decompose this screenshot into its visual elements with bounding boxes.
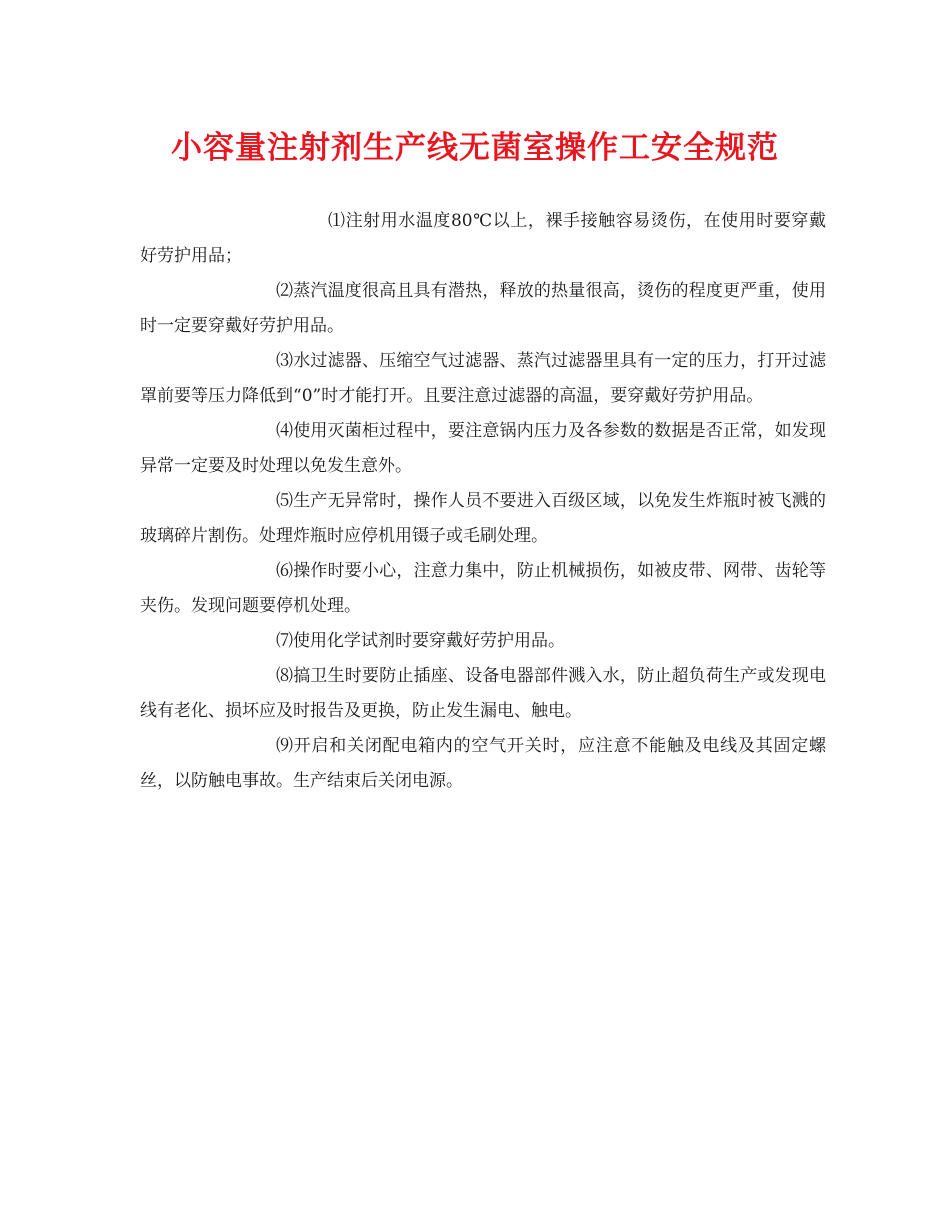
paragraph-6: ⑹操作时要小心，注意力集中，防止机械损伤，如被皮带、网带、齿轮等夹伤。发现问题要停机处理。 [140, 561, 826, 616]
paragraph-3: ⑶水过滤器、压缩空气过滤器、蒸汽过滤器里具有一定的压力，打开过滤罩前要等压力降低到“0”时才能打开。且要注意过滤器的高温，要穿戴好劳护用品。 [140, 351, 826, 406]
paragraph-8: ⑻搞卫生时要防止插座、设备电器部件溅入水，防止超负荷生产或发现电线有老化、损坏应及时报告及更换，防止发生漏电、触电。 [140, 666, 826, 721]
paragraph-2: ⑵蒸汽温度很高且具有潜热，释放的热量很高，烫伤的程度更严重，使用时一定要穿戴好劳护用品。 [140, 281, 826, 336]
paragraph-7: ⑺使用化学试剂时要穿戴好劳护用品。 [276, 631, 565, 651]
paragraph-9: ⑼开启和关闭配电箱内的空气开关时，应注意不能触及电线及其固定螺丝，以防触电事故。生产结束后关闭电源。 [140, 736, 826, 791]
paragraph-5: ⑸生产无异常时，操作人员不要进入百级区域，以免发生炸瓶时被飞溅的玻璃碎片割伤。处理炸瓶时应停机用镊子或毛刷处理。 [140, 491, 826, 546]
document-body [140, 204, 826, 799]
paragraph-1: ⑴注射用水温度80℃以上，裸手接触容易烫伤，在使用时要穿戴好劳护用品； [140, 211, 826, 266]
page-title: 小容量注射剂生产线无菌室操作工安全规范 [171, 130, 779, 166]
paragraph-4: ⑷使用灭菌柜过程中，要注意锅内压力及各参数的数据是否正常，如发现异常一定要及时处理以免发生意外。 [140, 421, 826, 476]
